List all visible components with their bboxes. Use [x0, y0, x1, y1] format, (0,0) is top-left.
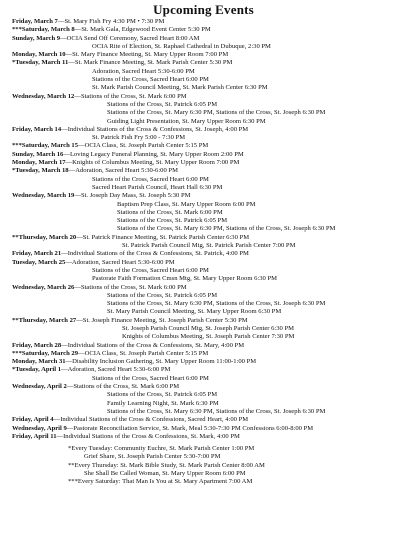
event-date: Sunday, March 9: [12, 34, 61, 42]
event-line: [12, 325, 395, 333]
event-line: [12, 308, 395, 316]
event-date: **Thursday, March 20: [12, 233, 77, 241]
event-detail: Adoration, Sacred Heart 5:30-6:00 PM: [92, 67, 195, 75]
event-detail: Stations of the Cross, St. Patrick 6:05 PM: [107, 291, 218, 299]
event-date: Wednesday, April 9: [12, 424, 67, 432]
event-detail: Stations of the Cross, Sacred Heart 6:00 PM: [92, 374, 209, 382]
event-detail: —Stations of the Cross, St. Mark 6:00 PM: [66, 383, 180, 391]
event-detail: —OCIA Class, St. Joseph Parish Center 5:15 PM: [78, 349, 209, 357]
event-detail: Family Learning Night, St. Mark 6:30 PM: [107, 399, 219, 407]
event-detail: —Loving Legacy Funeral Planning, St. Mary Upper Room 2:00 PM: [63, 150, 244, 158]
event-line: [12, 192, 395, 200]
event-detail: Stations of the Cross, St. Patrick 6:05 PM: [107, 100, 218, 108]
event-detail: —Stations of the Cross, St. Mark 6:00 PM: [74, 283, 187, 291]
event-line: [12, 425, 395, 433]
recurring-events-notes: [12, 445, 395, 486]
event-date: ***Saturday, March 8: [12, 26, 75, 34]
event-line: [12, 250, 395, 258]
event-date: ***Saturday, March 15: [12, 142, 79, 150]
event-detail: —Stations of the Cross, St. Mark 6:00 PM: [74, 92, 187, 100]
event-line: [12, 416, 395, 424]
event-date: Friday, March 28: [12, 341, 62, 349]
event-line: [12, 126, 395, 134]
event-line: [12, 101, 395, 109]
event-date: Wednesday, March 19: [12, 192, 75, 200]
event-line: [12, 109, 395, 117]
event-detail: St. Patrick Parish Council Mtg, St. Patrick Parish Center 7:00 PM: [122, 242, 296, 250]
event-date: ***Saturday, March 29: [12, 349, 79, 357]
recurring-event-note: *Every Tuesday: Community Euchre, St. Mark Parish Center 1:00 PM: [68, 445, 255, 453]
recurring-event-note: She Shall Be Called Woman, St. Mary Upper Room 6:00 PM: [84, 470, 246, 478]
event-line: [12, 184, 395, 192]
event-line: [12, 400, 395, 408]
event-date: Monday, March 31: [12, 358, 66, 366]
event-date: Sunday, March 16: [12, 150, 64, 158]
page-title: Upcoming Events: [153, 2, 254, 17]
event-line: [12, 317, 395, 325]
event-detail: —Individual Stations of the Cross & Confessions, St. Joseph, 4:00 PM: [61, 125, 249, 133]
event-detail: —St. Mary Finance Meeting, St. Mary Upper Room 7:00 PM: [65, 51, 229, 59]
event-date: Friday, April 11: [12, 432, 57, 440]
event-detail: —OCIA Send Off Ceremony, Sacred Heart 8:00 AM: [60, 34, 200, 42]
event-date: Wednesday, March 26: [12, 283, 75, 291]
event-line: [12, 134, 395, 142]
event-date: *Tuesday, March 11: [12, 59, 69, 67]
event-detail: Sacred Heart Parish Council, Heart Hall 6:30 PM: [92, 183, 223, 191]
event-date: **Thursday, March 27: [12, 316, 77, 324]
event-line: [12, 68, 395, 76]
event-line: [12, 267, 395, 275]
event-line: [12, 358, 395, 366]
event-detail: —Knights of Columbus Meeting, St. Mary Upper Room 7:00 PM: [65, 159, 240, 167]
event-line: [12, 142, 395, 150]
event-date: Friday, March 14: [12, 125, 62, 133]
event-line: [12, 383, 395, 391]
event-detail: Stations of the Cross, St. Mary 6:30 PM, Stations of the Cross, St. Joseph 6:30 PM: [107, 407, 326, 415]
event-line: [12, 225, 395, 233]
event-detail: St. Patrick Fish Fry 5:00 - 7:30 PM: [92, 134, 186, 142]
event-detail: —Individual Stations of the Cross & Confessions, Sacred Heart, 4:00 PM: [53, 416, 249, 424]
event-detail: Stations of the Cross, Sacred Heart 6:00 PM: [92, 76, 209, 84]
event-line: [12, 151, 395, 159]
event-line: [12, 234, 395, 242]
event-line: [12, 84, 395, 92]
event-detail: Stations of the Cross, Sacred Heart 6:00 PM: [92, 266, 209, 274]
event-date: Monday, March 17: [12, 159, 66, 167]
event-detail: Stations of the Cross, St. Patrick 6:05 PM: [117, 217, 228, 225]
event-date: Friday, March 7: [12, 18, 58, 25]
event-date: Friday, March 21: [12, 250, 62, 258]
event-line: [12, 408, 395, 416]
event-line: [12, 93, 395, 101]
event-line: [12, 43, 395, 51]
event-line: [12, 59, 395, 67]
event-detail: —St. Mark Gala, Edgewood Event Center 5:30 PM: [74, 26, 211, 34]
events-list: [12, 18, 395, 441]
event-detail: Guiding Light Presentation, St. Mary Upper Room 6:30 PM: [107, 117, 266, 125]
event-line: [12, 350, 395, 358]
event-detail: Pastorate Faith Formation Cmsn Mtg, St. Mary Upper Room 6:30 PM: [92, 275, 277, 283]
event-line: [12, 242, 395, 250]
event-detail: —St. Joseph Day Mass, St. Joseph 5:30 PM: [74, 192, 191, 200]
event-detail: —Individual Stations of the Cross & Confessions, St. Patrick, 4:00 PM: [61, 250, 249, 258]
event-detail: Stations of the Cross, St. Mary 6:30 PM, Stations of the Cross, St. Joseph 6:30 PM: [107, 300, 326, 308]
event-date: *Tuesday, March 18: [12, 167, 69, 175]
event-date: Wednesday, April 2: [12, 383, 67, 391]
event-line: [12, 18, 395, 26]
event-detail: Stations of the Cross, St. Mary 6:30 PM, Stations of the Cross, St. Joseph 6:30 PM: [117, 225, 336, 233]
event-line: [12, 201, 395, 209]
event-line: [12, 167, 395, 175]
event-line: [12, 433, 395, 441]
event-line: [12, 275, 395, 283]
event-detail: Knights of Columbus Meeting, St. Joseph Parish Center 7:30 PM: [122, 333, 295, 341]
recurring-event-note: Grief Share, St. Joseph Parish Center 5:30-7:00 PM: [84, 453, 221, 461]
event-detail: Stations of the Cross, St. Patrick 6:05 PM: [107, 391, 218, 399]
event-line: [12, 375, 395, 383]
event-line: [12, 176, 395, 184]
event-line: [12, 391, 395, 399]
event-line: [12, 284, 395, 292]
event-detail: —Individual Stations of the Cross & Confessions, St. Mary, 4:00 PM: [61, 341, 245, 349]
event-line: [12, 76, 395, 84]
recurring-event-note: ***Every Saturday: That Man Is You at St. Mary Apartment 7:00 AM: [68, 478, 253, 486]
event-date: Tuesday, March 25: [12, 258, 66, 266]
event-detail: —Pastorate Reconciliation Service, St. Mark, Meal 5:30-7:30 PM Confessions 6:00-8:00 PM: [66, 424, 314, 432]
event-line: [12, 217, 395, 225]
event-detail: St. Joseph Parish Council Mtg, St. Joseph Parish Center 6:30 PM: [122, 324, 294, 332]
event-detail: —Individual Stations of the Cross & Confessions, St. Mark, 4:00 PM: [56, 432, 240, 440]
event-line: [12, 342, 395, 350]
event-detail: Stations of the Cross, St. Mary 6:30 PM, Stations of the Cross, St. Joseph 6:30 PM: [107, 109, 326, 117]
event-line: [12, 292, 395, 300]
event-detail: —St. Joseph Finance Meeting, St. Joseph Parish Center 5:30 PM: [76, 316, 248, 324]
event-detail: Baptism Prep Class, St. Mary Upper Room 6:00 PM: [117, 200, 256, 208]
event-detail: —St. Patrick Finance Meeting, St. Patrick Parish Center 6:30 PM: [76, 233, 250, 241]
event-detail: OCIA Rite of Election, St. Raphael Cathedral in Dubuque, 2:30 PM: [92, 42, 271, 50]
event-line: [12, 118, 395, 126]
event-detail: St. Mary Parish Council Meeting, St. Mary Upper Room 6:30 PM: [107, 308, 282, 316]
event-detail: Stations of the Cross, Sacred Heart 6:00 PM: [92, 175, 209, 183]
event-detail: —Disability Inclusion Gathering, St. Mary Upper Room 11:00-1:00 PM: [65, 358, 257, 366]
event-line: [12, 51, 395, 59]
event-detail: —St. Mary Fish Fry 4:30 PM • 7:30 PM: [57, 18, 165, 25]
event-date: Monday, March 10: [12, 51, 66, 59]
event-date: Wednesday, March 12: [12, 92, 75, 100]
event-line: [12, 366, 395, 374]
event-line: [12, 259, 395, 267]
event-line: [12, 26, 395, 34]
event-line: [12, 35, 395, 43]
event-line: [12, 333, 395, 341]
event-detail: Stations of the Cross, St. Mark 6:00 PM: [117, 208, 223, 216]
event-detail: —St. Mark Finance Meeting, St. Mark Parish Center 5:30 PM: [68, 59, 233, 67]
event-detail: —Adoration, Sacred Heart 5:30-6:00 PM: [61, 366, 171, 374]
event-date: Friday, April 4: [12, 416, 54, 424]
event-detail: St. Mark Parish Council Meeting, St. Mark Parish Center 6:30 PM: [92, 84, 268, 92]
event-detail: —OCIA Class, St. Joseph Parish Center 5:15 PM: [78, 142, 209, 150]
event-detail: —Adoration, Sacred Heart 5:30-6:00 PM: [68, 167, 178, 175]
event-line: [12, 300, 395, 308]
event-detail: —Adoration, Sacred Heart 5:30-6:00 PM: [65, 258, 175, 266]
event-date: *Tuesday, April 1: [12, 366, 62, 374]
event-line: [12, 159, 395, 167]
recurring-event-note: **Every Thursday: St. Mark Bible Study, St. Mark Parish Center 8:00 AM: [68, 461, 265, 469]
event-line: [12, 209, 395, 217]
